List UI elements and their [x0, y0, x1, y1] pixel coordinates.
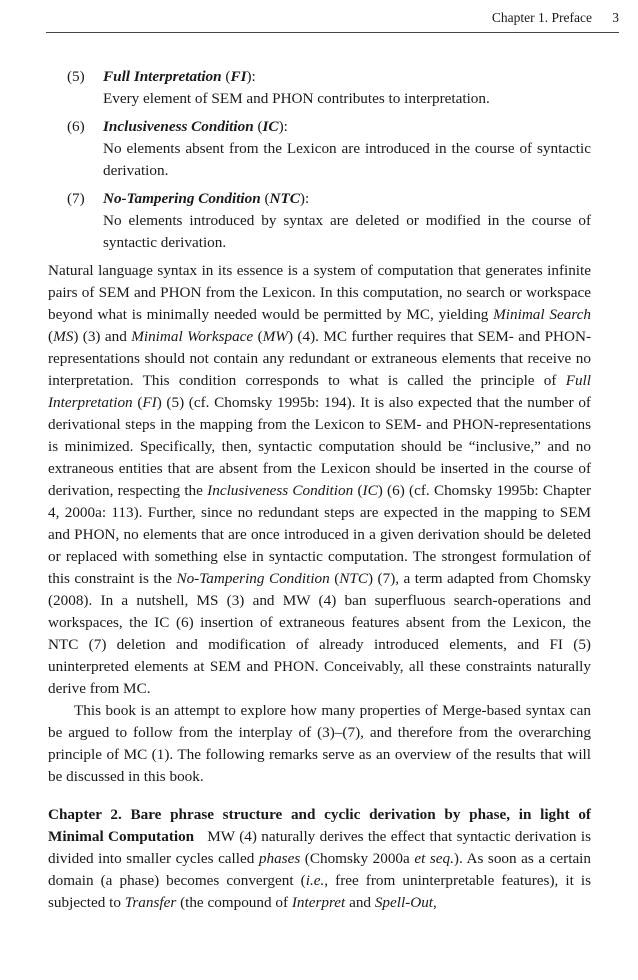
principle-abbr: FI	[230, 68, 247, 85]
term: Full Interpretation	[48, 372, 591, 411]
running-header	[0, 0, 638, 36]
example-number: (7)	[67, 190, 85, 207]
page-number: 3	[612, 10, 619, 25]
term: Interpret	[291, 894, 346, 911]
page-body	[48, 66, 591, 914]
text-run: ). As soon as a certain domain (a phase) becomes convergent (	[48, 850, 591, 889]
body-paragraph-2: This book is an attempt to explore how many properties of Merge-based syntax can be argued to follow from the interplay of (3)–(7), and therefore from the overarching principle of MC (1). The following remarks serve as an overview of the results that will be discussed in this book.	[48, 702, 591, 785]
text-run: (Chomsky 2000a	[300, 850, 415, 867]
text-run: Natural language syntax in its essence is a system of computation that generates infinite pairs of SEM and PHON from the Lexicon. In this computation, no search or workspace beyond what is minimally needed would be permitted by MC, yielding	[48, 262, 591, 323]
text-run: (	[253, 328, 263, 345]
principle-definition: No elements absent from the Lexicon are introduced in the course of syntactic derivation.	[103, 140, 591, 179]
principle-title: No-Tampering Condition (NTC):	[103, 190, 310, 207]
term-abbr: MS	[53, 328, 74, 345]
text-run: ) (4). MC further requires that SEM- and PHON-representations should not contain any redundant or extraneous elements that receive no interpretation. This condition corresponds to what is called the principle of	[48, 328, 592, 389]
body-paragraph-1	[48, 260, 591, 700]
term: Transfer	[124, 894, 177, 911]
principle-6	[48, 116, 591, 182]
term-abbr: FI	[142, 394, 157, 411]
principle-name: Inclusiveness Condition	[103, 118, 254, 135]
term: Minimal Search	[493, 306, 591, 323]
term-abbr: IC	[362, 482, 378, 499]
term: Spell-Out	[374, 894, 434, 911]
term: et seq.	[414, 850, 454, 867]
header-rule	[46, 32, 619, 33]
text-run: (	[48, 328, 54, 345]
term: Minimal Workspace	[131, 328, 254, 345]
text-run: (	[132, 394, 143, 411]
term: i.e.	[305, 872, 325, 889]
term-abbr: NTC	[339, 570, 368, 587]
principle-7	[48, 188, 591, 254]
term: Inclusiveness Condition	[207, 482, 354, 499]
term: phases	[258, 850, 301, 867]
principle-abbr: NTC	[269, 190, 300, 207]
example-number: (6)	[67, 118, 85, 135]
principle-definition: Every element of SEM and PHON contributes to interpretation.	[103, 90, 490, 107]
term: No-Tampering Condition	[176, 570, 330, 587]
principle-title: Inclusiveness Condition (IC):	[103, 118, 288, 135]
text-run: ) (3) and	[73, 328, 132, 345]
text-run: (	[353, 482, 363, 499]
principle-definition: No elements introduced by syntax are deleted or modified in the course of syntactic derivation.	[103, 212, 591, 251]
text-run: MW (4) naturally derives the effect that syntactic derivation is divided into smaller cycles called	[48, 828, 592, 867]
example-number: (5)	[67, 68, 85, 85]
principle-abbr: IC	[262, 118, 279, 135]
term-abbr: MW	[262, 328, 288, 345]
text-run: ) (6) (cf. Chomsky 1995b: Chapter 4, 2000a: 113). Further, since no redundant steps are expected in the mapping to SEM and PHON, no elements that are once introduced in a given derivation should be deleted or replaced with something else in syntactic computation. The strongest formulation of this constraint is the	[48, 482, 592, 587]
text-run: (the compound of	[176, 894, 292, 911]
text-run: , free from uninterpretable features), it is subjected to	[48, 872, 592, 911]
text-run: ,	[433, 894, 437, 911]
principle-name: No-Tampering Condition	[103, 190, 261, 207]
principle-5	[48, 66, 591, 110]
principle-title: Full Interpretation (FI):	[103, 68, 256, 85]
running-head-title: Chapter 1. Preface	[491, 10, 592, 25]
text-run: ) (5) (cf. Chomsky 1995b: 194). It is also expected that the number of derivational steps in the mapping from the Lexicon to SEM- and PHON-representations is minimized. Specifically, then, syntactic computation should be “inclusive,” and no extraneous entities that are absent from the Lexicon should be inserted in the course of derivation, respecting the	[48, 394, 591, 499]
text-run: and	[345, 894, 375, 911]
chapter-2-summary	[48, 804, 591, 914]
principle-name: Full Interpretation	[103, 68, 222, 85]
chapter-heading: Chapter 2. Bare phrase structure and cyclic derivation by phase, in light of Minimal Computation	[48, 806, 591, 845]
text-run: ) (7), a term adapted from Chomsky (2008). In a nutshell, MS (3) and MW (4) ban superfluous search-operations and workspaces, the IC (6) insertion of extraneous features absent from the Lexicon, the NTC (7) deletion and modification of already introduced elements, and FI (5) uninterpreted elements at SEM and PHON. Conceivably, all these constraints naturally derive from MC.	[48, 570, 591, 697]
text-run: (	[329, 570, 340, 587]
